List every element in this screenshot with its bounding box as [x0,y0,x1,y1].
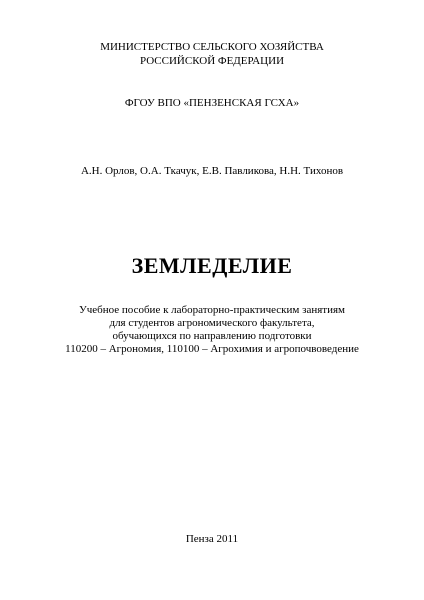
ministry-line: РОССИЙСКОЙ ФЕДЕРАЦИИ [139,55,285,67]
description-line: 110200 – Агрономия, 110100 – Агрохимия и агропочвоведение [65,343,359,355]
authors-list [0,164,424,178]
institution-line: ФГОУ ВПО «ПЕНЗЕНСКАЯ ГСХА» [124,97,300,109]
authors-line: А.Н. Орлов, О.А. Ткачук, Е.В. Павликова, Н.Н. Тихонов [80,165,344,177]
ministry-header [0,40,424,68]
publication-place-year [0,532,424,546]
city-year-text: Пенза 2011 [185,533,239,545]
ministry-line: МИНИСТЕРСТВО СЕЛЬСКОГО ХОЗЯЙСТВА [100,41,324,53]
description-line: Учебное пособие к лабораторно-практическим занятиям [78,304,346,316]
description-line: обучающихся по направлению подготовки [112,330,312,342]
description-line: для студентов агрономического факультета, [109,317,315,329]
institution-name [0,96,424,110]
document-description [0,304,424,356]
document-title [0,252,424,280]
title-text: ЗЕМЛЕДЕЛИЕ [131,253,293,278]
